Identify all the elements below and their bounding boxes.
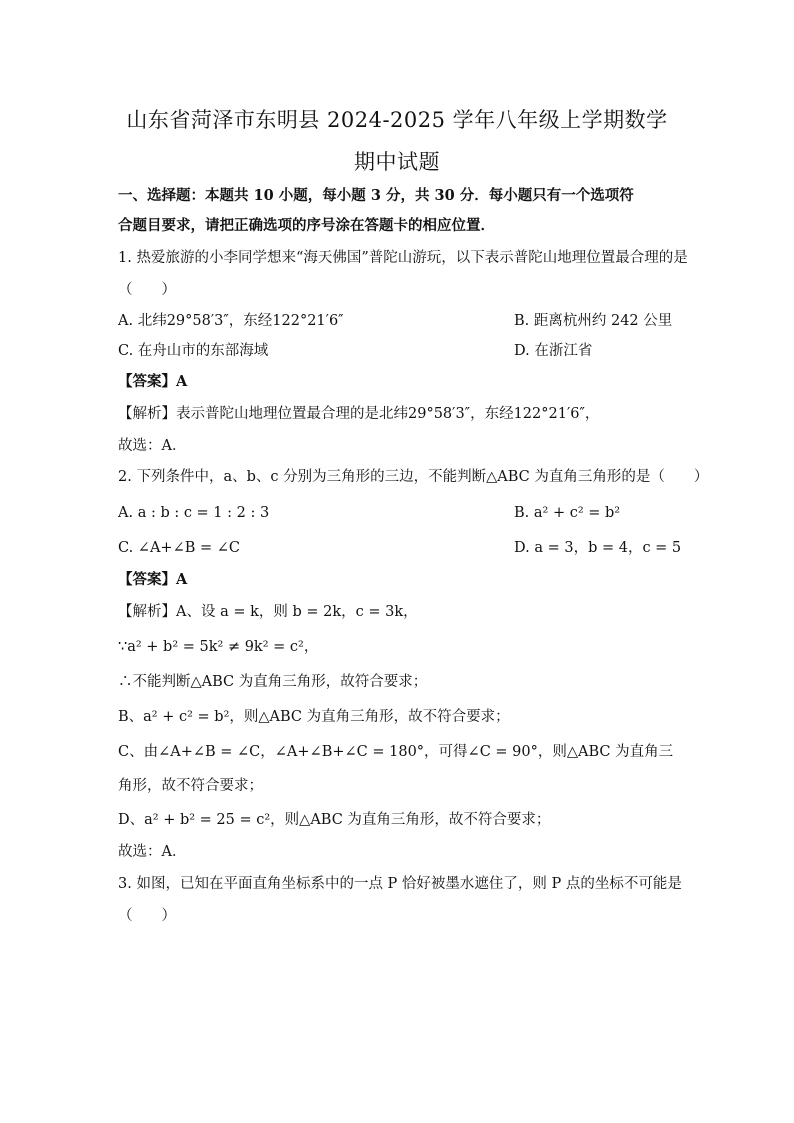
q1-answer: 【答案】A: [118, 373, 188, 390]
q2-analysis-line6: 角形，故不符合要求；: [118, 778, 263, 794]
q2-analysis-line8: 故选：A．: [118, 844, 187, 860]
q2-analysis-line7: D、a² + b² = 25 = c²，则△ABC 为直角三角形，故不符合要求；: [118, 812, 551, 828]
q2-analysis-line3: ∴不能判断△ABC 为直角三角形，故符合要求；: [118, 674, 428, 690]
q2-analysis-line1: 【解析】A、设 a = k，则 b = 2k，c = 3k，: [118, 604, 418, 620]
q2-stem: 2. 下列条件中，a、b、c 分别为三角形的三边，不能判断△ABC 为直角三角形的是（ ）: [118, 469, 709, 485]
section-heading-line2: 合题目要求，请把正确选项的序号涂在答题卡的相应位置．: [118, 217, 495, 234]
q2-answer: 【答案】A: [118, 571, 188, 588]
q2-analysis-line4: B、a² + c² = b²，则△ABC 为直角三角形，故不符合要求；: [118, 709, 510, 725]
q3-stem-line2: （ ）: [118, 908, 176, 924]
q1-option-c: C. 在舟山市的东部海域: [118, 343, 269, 359]
section-heading-line1: 一、选择题：本题共 10 小题，每小题 3 分，共 30 分．每小题只有一个选项符: [118, 187, 634, 204]
document-title-line1: 山东省菏泽市东明县 2024-2025 学年八年级上学期数学: [126, 108, 668, 132]
q2-option-b: B. a² + c² = b²: [514, 505, 621, 521]
q2-analysis-line2: ∵a² + b² = 5k² ≠ 9k² = c²，: [118, 639, 319, 655]
q3-stem-line1: 3. 如图，已知在平面直角坐标系中的一点 P 恰好被墨水遮住了，则 P 点的坐标不可能是: [118, 876, 682, 892]
q1-option-d: D. 在浙江省: [514, 343, 593, 359]
document-title-line2: 期中试题: [354, 150, 440, 174]
q1-analysis-line1: 【解析】表示普陀山地理位置最合理的是北纬29°58′3″，东经122°21′6″，: [118, 406, 600, 422]
q2-option-c: C. ∠A+∠B = ∠C: [118, 540, 240, 556]
q1-stem-line2: （ ）: [118, 282, 176, 298]
q2-analysis-line5: C、由∠A+∠B = ∠C，∠A+∠B+∠C = 180°，可得∠C = 90°，则△ABC 为直角三: [118, 744, 674, 760]
q1-analysis-line2: 故选：A．: [118, 438, 187, 454]
q1-stem-line1: 1. 热爱旅游的小李同学想来“海天佛国”普陀山游玩，以下表示普陀山地理位置最合理的是: [118, 250, 688, 266]
q1-option-a: A. 北纬29°58′3″，东经122°21′6″: [118, 313, 344, 329]
q2-option-a: A. a : b : c = 1 : 2 : 3: [118, 505, 270, 521]
q1-option-b: B. 距离杭州约 242 公里: [514, 313, 673, 329]
q2-option-d: D. a = 3，b = 4，c = 5: [514, 540, 682, 556]
